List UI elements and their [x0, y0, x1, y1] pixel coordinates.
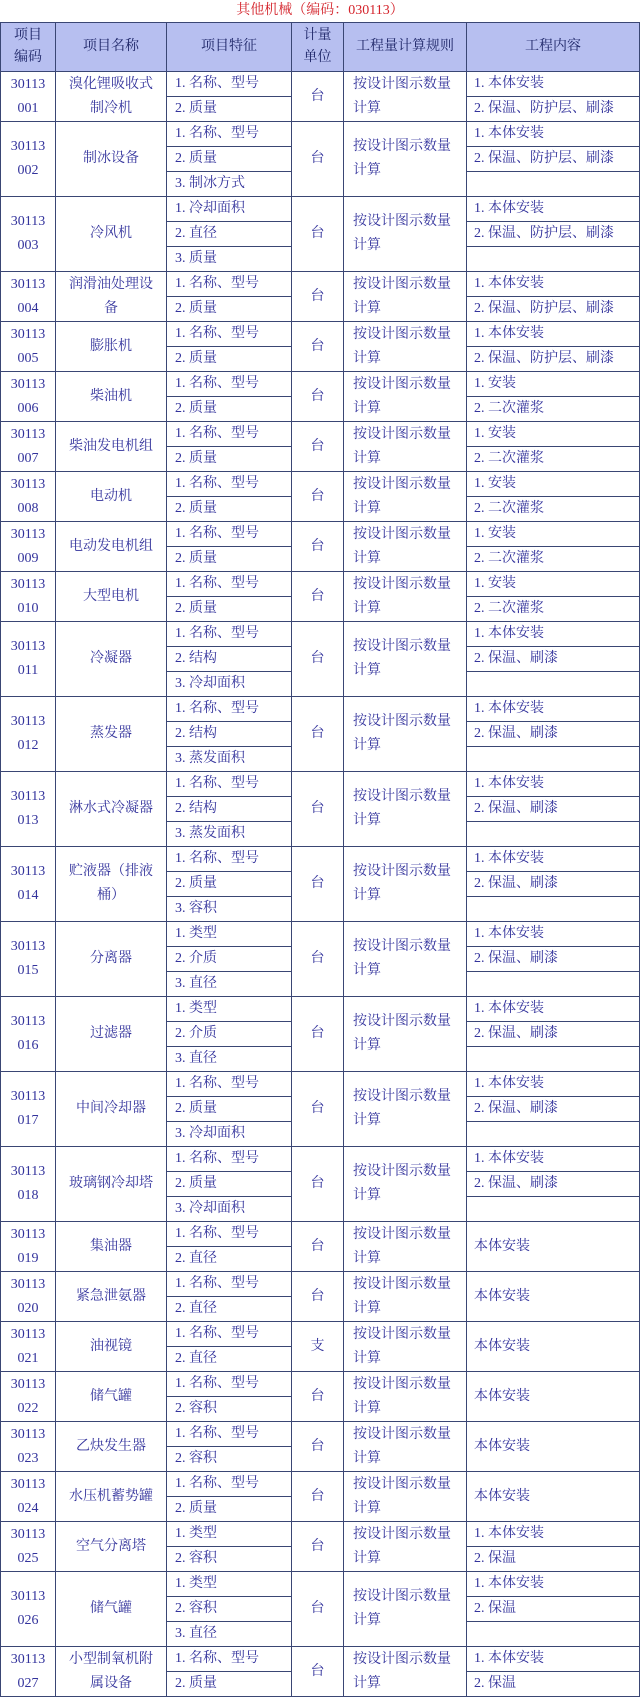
item-name: 乙炔发生器	[56, 1422, 166, 1471]
item-code: 30113 004	[1, 272, 55, 321]
item-content: 2. 保温	[467, 1672, 639, 1696]
item-code: 30113 016	[1, 997, 55, 1071]
item-feature: 2. 质量	[167, 497, 291, 521]
item-content: 2. 保温、刷漆	[467, 1172, 639, 1196]
item-code: 30113 011	[1, 622, 55, 696]
item-content-empty	[467, 972, 639, 996]
item-code: 30113 001	[1, 72, 55, 121]
item-feature: 1. 名称、型号	[167, 697, 291, 721]
item-unit: 台	[292, 1222, 343, 1271]
header-unit: 计量 单位	[292, 23, 343, 71]
item-feature: 1. 类型	[167, 1572, 291, 1596]
item-content: 2. 二次灌浆	[467, 597, 639, 621]
item-feature: 1. 名称、型号	[167, 1647, 291, 1671]
item-code: 30113 013	[1, 772, 55, 846]
item-unit: 台	[292, 997, 343, 1071]
item-content: 1. 本体安装	[467, 1572, 639, 1596]
item-content-empty	[467, 822, 639, 846]
item-rule: 按设计图示数量计算	[344, 522, 466, 571]
item-rule: 按设计图示数量计算	[344, 197, 466, 271]
item-content: 2. 保温、刷漆	[467, 872, 639, 896]
item-code: 30113 007	[1, 422, 55, 471]
item-content: 本体安装	[467, 1222, 639, 1271]
item-rule: 按设计图示数量计算	[344, 1322, 466, 1371]
item-feature: 3. 冷却面积	[167, 1122, 291, 1146]
item-content: 1. 本体安装	[467, 772, 639, 796]
item-feature: 1. 名称、型号	[167, 272, 291, 296]
item-code: 30113 019	[1, 1222, 55, 1271]
item-feature: 3. 制冰方式	[167, 172, 291, 196]
item-rule: 按设计图示数量计算	[344, 472, 466, 521]
item-code: 30113 017	[1, 1072, 55, 1146]
item-code: 30113 003	[1, 197, 55, 271]
item-rule: 按设计图示数量计算	[344, 1647, 466, 1696]
item-name: 制冰设备	[56, 122, 166, 196]
item-feature: 1. 名称、型号	[167, 847, 291, 871]
item-content: 2. 保温、刷漆	[467, 797, 639, 821]
item-feature: 2. 质量	[167, 447, 291, 471]
item-name: 过滤器	[56, 997, 166, 1071]
item-feature: 1. 名称、型号	[167, 772, 291, 796]
item-feature: 2. 容积	[167, 1447, 291, 1471]
header-content: 工程内容	[467, 23, 639, 71]
item-feature: 1. 名称、型号	[167, 372, 291, 396]
item-code: 30113 023	[1, 1422, 55, 1471]
item-code: 30113 027	[1, 1647, 55, 1696]
item-name: 溴化锂吸收式制冷机	[56, 72, 166, 121]
item-feature: 1. 类型	[167, 997, 291, 1021]
item-feature: 2. 质量	[167, 547, 291, 571]
item-feature: 3. 冷却面积	[167, 1197, 291, 1221]
item-unit: 台	[292, 522, 343, 571]
item-content: 2. 保温、刷漆	[467, 947, 639, 971]
item-feature: 2. 质量	[167, 597, 291, 621]
item-rule: 按设计图示数量计算	[344, 697, 466, 771]
item-content: 2. 保温、刷漆	[467, 647, 639, 671]
item-name: 紧急泄氨器	[56, 1272, 166, 1321]
item-content-empty	[467, 1047, 639, 1071]
item-content: 1. 本体安装	[467, 272, 639, 296]
item-code: 30113 010	[1, 572, 55, 621]
item-code: 30113 020	[1, 1272, 55, 1321]
item-content: 1. 安装	[467, 422, 639, 446]
spec-table	[0, 22, 640, 1697]
item-content: 2. 二次灌浆	[467, 447, 639, 471]
item-feature: 3. 冷却面积	[167, 672, 291, 696]
item-name: 油视镜	[56, 1322, 166, 1371]
item-rule: 按设计图示数量计算	[344, 1272, 466, 1321]
item-unit: 台	[292, 847, 343, 921]
item-rule: 按设计图示数量计算	[344, 422, 466, 471]
item-content: 2. 保温、刷漆	[467, 1097, 639, 1121]
item-name: 冷凝器	[56, 622, 166, 696]
item-name: 膨胀机	[56, 322, 166, 371]
item-unit: 台	[292, 1647, 343, 1696]
item-content: 1. 本体安装	[467, 697, 639, 721]
item-name: 空气分离塔	[56, 1522, 166, 1571]
item-feature: 1. 名称、型号	[167, 1422, 291, 1446]
item-name: 淋水式冷凝器	[56, 772, 166, 846]
item-unit: 台	[292, 772, 343, 846]
item-feature: 2. 介质	[167, 1022, 291, 1046]
item-code: 30113 008	[1, 472, 55, 521]
item-rule: 按设计图示数量计算	[344, 997, 466, 1071]
item-name: 贮液器（排液桶）	[56, 847, 166, 921]
item-rule: 按设计图示数量计算	[344, 1147, 466, 1221]
item-code: 30113 022	[1, 1372, 55, 1421]
item-feature: 2. 质量	[167, 347, 291, 371]
item-feature: 2. 质量	[167, 872, 291, 896]
item-content: 2. 保温、防护层、刷漆	[467, 97, 639, 121]
item-content-empty	[467, 172, 639, 196]
item-content: 1. 本体安装	[467, 1647, 639, 1671]
item-code: 30113 012	[1, 697, 55, 771]
item-rule: 按设计图示数量计算	[344, 622, 466, 696]
item-feature: 2. 质量	[167, 1497, 291, 1521]
item-name: 储气罐	[56, 1372, 166, 1421]
item-content-empty	[467, 897, 639, 921]
item-content: 1. 安装	[467, 572, 639, 596]
item-name: 冷风机	[56, 197, 166, 271]
item-rule: 按设计图示数量计算	[344, 1522, 466, 1571]
item-feature: 1. 名称、型号	[167, 122, 291, 146]
header-features: 项目特征	[167, 23, 291, 71]
item-feature: 1. 名称、型号	[167, 472, 291, 496]
item-unit: 台	[292, 422, 343, 471]
item-rule: 按设计图示数量计算	[344, 922, 466, 996]
item-feature: 1. 名称、型号	[167, 1372, 291, 1396]
item-name: 电动发电机组	[56, 522, 166, 571]
item-unit: 台	[292, 1422, 343, 1471]
item-unit: 台	[292, 1372, 343, 1421]
item-unit: 台	[292, 1472, 343, 1521]
item-feature: 2. 容积	[167, 1547, 291, 1571]
header-name: 项目名称	[56, 23, 166, 71]
item-feature: 1. 名称、型号	[167, 72, 291, 96]
item-code: 30113 006	[1, 372, 55, 421]
item-content: 本体安装	[467, 1472, 639, 1521]
item-content: 2. 保温、刷漆	[467, 722, 639, 746]
item-content: 1. 安装	[467, 372, 639, 396]
item-code: 30113 018	[1, 1147, 55, 1221]
item-content: 1. 安装	[467, 472, 639, 496]
item-name: 水压机蓄势罐	[56, 1472, 166, 1521]
item-unit: 台	[292, 197, 343, 271]
item-feature: 2. 结构	[167, 797, 291, 821]
item-feature: 2. 容积	[167, 1597, 291, 1621]
item-name: 蒸发器	[56, 697, 166, 771]
item-feature: 1. 名称、型号	[167, 1322, 291, 1346]
item-feature: 3. 直径	[167, 972, 291, 996]
item-feature: 2. 直径	[167, 222, 291, 246]
item-unit: 台	[292, 1522, 343, 1571]
item-rule: 按设计图示数量计算	[344, 72, 466, 121]
item-content: 1. 本体安装	[467, 72, 639, 96]
item-content: 2. 二次灌浆	[467, 497, 639, 521]
item-feature: 2. 质量	[167, 297, 291, 321]
item-feature: 2. 质量	[167, 97, 291, 121]
item-feature: 3. 直径	[167, 1622, 291, 1646]
item-feature: 1. 名称、型号	[167, 1222, 291, 1246]
item-rule: 按设计图示数量计算	[344, 572, 466, 621]
item-rule: 按设计图示数量计算	[344, 372, 466, 421]
item-code: 30113 009	[1, 522, 55, 571]
item-feature: 2. 直径	[167, 1247, 291, 1271]
item-content: 2. 保温	[467, 1597, 639, 1621]
item-content: 本体安装	[467, 1322, 639, 1371]
item-feature: 3. 质量	[167, 247, 291, 271]
item-feature: 1. 冷却面积	[167, 197, 291, 221]
item-feature: 1. 名称、型号	[167, 622, 291, 646]
item-content: 1. 本体安装	[467, 322, 639, 346]
item-feature: 1. 名称、型号	[167, 1272, 291, 1296]
item-content: 本体安装	[467, 1372, 639, 1421]
item-name: 电动机	[56, 472, 166, 521]
item-name: 集油器	[56, 1222, 166, 1271]
item-rule: 按设计图示数量计算	[344, 1222, 466, 1271]
item-rule: 按设计图示数量计算	[344, 1422, 466, 1471]
item-unit: 台	[292, 1572, 343, 1646]
item-content: 1. 本体安装	[467, 1522, 639, 1546]
item-feature: 3. 容积	[167, 897, 291, 921]
item-rule: 按设计图示数量计算	[344, 1372, 466, 1421]
item-unit: 台	[292, 572, 343, 621]
item-unit: 台	[292, 922, 343, 996]
item-code: 30113 024	[1, 1472, 55, 1521]
item-rule: 按设计图示数量计算	[344, 1472, 466, 1521]
item-content: 1. 本体安装	[467, 622, 639, 646]
item-content: 2. 保温	[467, 1547, 639, 1571]
item-unit: 台	[292, 1147, 343, 1221]
item-content: 本体安装	[467, 1422, 639, 1471]
item-code: 30113 026	[1, 1572, 55, 1646]
item-unit: 台	[292, 272, 343, 321]
item-feature: 3. 直径	[167, 1047, 291, 1071]
item-rule: 按设计图示数量计算	[344, 772, 466, 846]
item-content-empty	[467, 1197, 639, 1221]
item-rule: 按设计图示数量计算	[344, 847, 466, 921]
item-feature: 1. 名称、型号	[167, 1147, 291, 1171]
item-feature: 1. 名称、型号	[167, 1072, 291, 1096]
item-name: 小型制氧机附属设备	[56, 1647, 166, 1696]
item-feature: 2. 结构	[167, 722, 291, 746]
item-unit: 台	[292, 122, 343, 196]
item-content: 1. 本体安装	[467, 1147, 639, 1171]
item-rule: 按设计图示数量计算	[344, 1072, 466, 1146]
header-rule: 工程量计算规则	[344, 23, 466, 71]
item-rule: 按设计图示数量计算	[344, 1572, 466, 1646]
item-feature: 1. 类型	[167, 1522, 291, 1546]
item-unit: 台	[292, 372, 343, 421]
item-content: 2. 保温、防护层、刷漆	[467, 297, 639, 321]
item-name: 柴油机	[56, 372, 166, 421]
item-code: 30113 015	[1, 922, 55, 996]
item-feature: 3. 蒸发面积	[167, 747, 291, 771]
item-name: 中间冷却器	[56, 1072, 166, 1146]
item-content: 2. 保温、防护层、刷漆	[467, 222, 639, 246]
item-name: 玻璃钢冷却塔	[56, 1147, 166, 1221]
item-rule: 按设计图示数量计算	[344, 122, 466, 196]
item-name: 大型电机	[56, 572, 166, 621]
item-feature: 2. 结构	[167, 647, 291, 671]
item-unit: 台	[292, 1072, 343, 1146]
item-unit: 台	[292, 1272, 343, 1321]
item-content: 1. 本体安装	[467, 847, 639, 871]
item-feature: 2. 介质	[167, 947, 291, 971]
item-content: 2. 保温、防护层、刷漆	[467, 347, 639, 371]
item-content-empty	[467, 1122, 639, 1146]
item-name: 润滑油处理设备	[56, 272, 166, 321]
item-feature: 2. 直径	[167, 1347, 291, 1371]
item-feature: 1. 名称、型号	[167, 322, 291, 346]
item-name: 储气罐	[56, 1572, 166, 1646]
item-feature: 1. 类型	[167, 922, 291, 946]
header-code: 项目 编码	[1, 23, 55, 71]
item-content: 2. 保温、防护层、刷漆	[467, 147, 639, 171]
item-rule: 按设计图示数量计算	[344, 272, 466, 321]
item-feature: 1. 名称、型号	[167, 522, 291, 546]
item-code: 30113 025	[1, 1522, 55, 1571]
item-content: 1. 本体安装	[467, 122, 639, 146]
item-feature: 1. 名称、型号	[167, 572, 291, 596]
item-content-empty	[467, 1622, 639, 1646]
item-name: 分离器	[56, 922, 166, 996]
item-unit: 支	[292, 1322, 343, 1371]
item-unit: 台	[292, 72, 343, 121]
item-feature: 2. 质量	[167, 397, 291, 421]
item-content: 2. 二次灌浆	[467, 397, 639, 421]
item-name: 柴油发电机组	[56, 422, 166, 471]
item-feature: 2. 质量	[167, 147, 291, 171]
item-content: 2. 保温、刷漆	[467, 1022, 639, 1046]
item-content-empty	[467, 747, 639, 771]
item-content: 1. 本体安装	[467, 997, 639, 1021]
item-feature: 3. 蒸发面积	[167, 822, 291, 846]
item-unit: 台	[292, 322, 343, 371]
item-content: 2. 二次灌浆	[467, 547, 639, 571]
item-content: 1. 安装	[467, 522, 639, 546]
item-feature: 2. 质量	[167, 1172, 291, 1196]
item-code: 30113 021	[1, 1322, 55, 1371]
table-title: 其他机械（编码：030113）	[236, 3, 404, 18]
item-feature: 2. 质量	[167, 1097, 291, 1121]
item-unit: 台	[292, 472, 343, 521]
item-unit: 台	[292, 697, 343, 771]
item-feature: 2. 质量	[167, 1672, 291, 1696]
item-code: 30113 002	[1, 122, 55, 196]
item-content: 1. 本体安装	[467, 922, 639, 946]
item-feature: 2. 直径	[167, 1297, 291, 1321]
item-code: 30113 005	[1, 322, 55, 371]
item-content-empty	[467, 672, 639, 696]
item-content: 1. 本体安装	[467, 197, 639, 221]
item-feature: 1. 名称、型号	[167, 422, 291, 446]
item-feature: 2. 容积	[167, 1397, 291, 1421]
item-unit: 台	[292, 622, 343, 696]
item-content: 1. 本体安装	[467, 1072, 639, 1096]
item-rule: 按设计图示数量计算	[344, 322, 466, 371]
item-feature: 1. 名称、型号	[167, 1472, 291, 1496]
item-content-empty	[467, 247, 639, 271]
item-content: 本体安装	[467, 1272, 639, 1321]
item-code: 30113 014	[1, 847, 55, 921]
